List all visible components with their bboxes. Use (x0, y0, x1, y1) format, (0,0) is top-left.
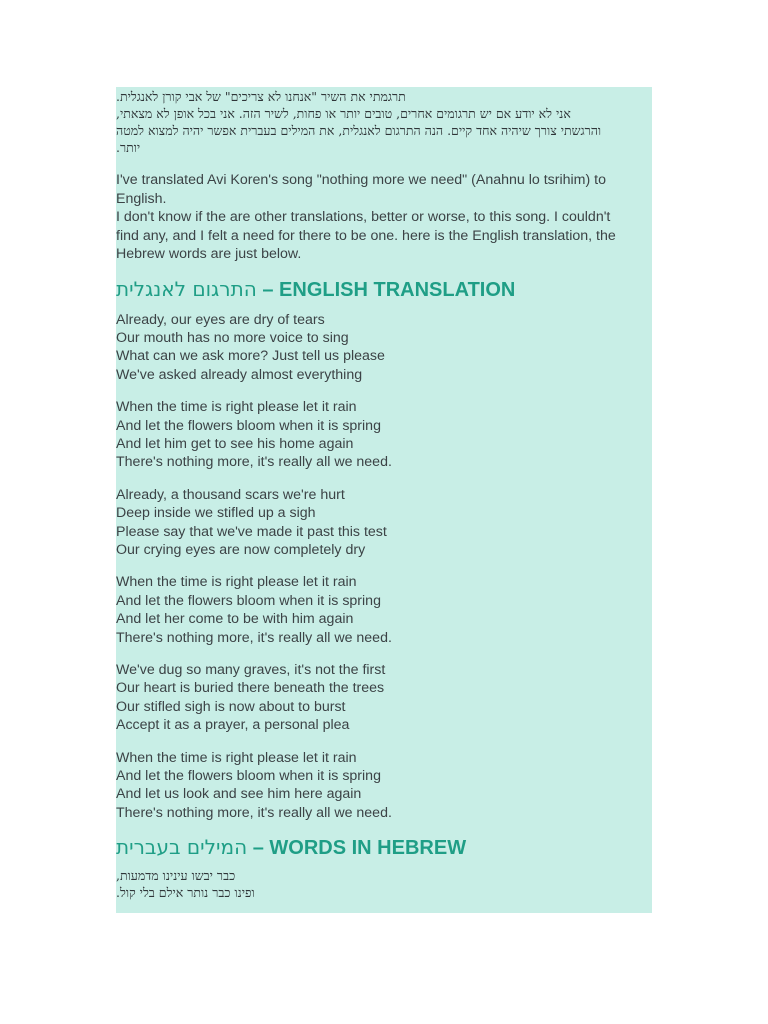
lyric-line: Accept it as a prayer, a personal plea (116, 717, 350, 734)
intro-english-line: I've translated Avi Koren's song "nothing more we need" (Anahnu lo tsrihim) to (116, 172, 606, 188)
heading-english-translation (116, 276, 652, 303)
hebrew-lyrics (116, 867, 652, 901)
heading-english-part: ENGLISH TRANSLATION (279, 278, 516, 301)
lyric-line: What can we ask more? Just tell us please (116, 348, 385, 365)
lyric-line: And let the flowers bloom when it is spring (116, 592, 381, 609)
heading-dash: – (256, 278, 280, 301)
lyric-line: Please say that we've made it past this test (116, 523, 387, 540)
intro-english-line: English. (116, 190, 167, 207)
stanza-4 (116, 573, 652, 647)
intro-english-line: I don't know if the are other translations, better or worse, to this song. I couldn't (116, 209, 611, 225)
hebrew-lyric-line: כבר יבשו עינינו מדמעות, (116, 868, 236, 884)
lyric-line: And let her come to be with him again (116, 611, 354, 628)
stanza-1 (116, 311, 652, 385)
lyric-line: Our mouth has no more voice to sing (116, 329, 349, 346)
heading-words-in-hebrew (116, 834, 652, 861)
stanza-5 (116, 661, 652, 735)
stanza-6 (116, 749, 652, 823)
intro-hebrew-line: תרגמתי את השיר "אנחנו לא צריכים" של אבי קורן לאנגלית. (116, 89, 406, 104)
stanza-3 (116, 486, 652, 560)
lyric-line: There's nothing more, it's really all we need. (116, 804, 392, 821)
lyric-line: Already, a thousand scars we're hurt (116, 486, 345, 503)
lyric-line: When the time is right please let it rain (116, 749, 357, 766)
intro-english (116, 171, 652, 264)
lyric-line: Our stifled sigh is now about to burst (116, 698, 346, 715)
lyric-line: Our crying eyes are now completely dry (116, 541, 366, 558)
heading-dash: – (247, 837, 270, 860)
lyric-line: When the time is right please let it rain (116, 574, 357, 591)
intro-hebrew-line: יותר. (116, 140, 141, 155)
hebrew-lyric-line: ופינו כבר נותר אילם בלי קול. (116, 885, 255, 901)
lyric-line: There's nothing more, it's really all we need. (116, 629, 392, 646)
lyric-line: Our heart is buried there beneath the trees (116, 680, 385, 697)
intro-english-line: find any, and I felt a need for there to be one. here is the English translation, the (116, 227, 616, 244)
intro-hebrew-line: והרגשתי צורך שיהיה אחד קיים. הנה התרגום לאנגלית, את המילים בעברית אפשר יהיה למצוא למטה (116, 123, 602, 138)
lyric-line: We've asked already almost everything (116, 366, 363, 383)
heading-hebrew-part: המילים בעברית (116, 835, 248, 860)
lyric-line: Deep inside we stifled up a sigh (116, 505, 316, 522)
heading-hebrew-part: התרגום לאנגלית (116, 276, 257, 301)
lyric-line: And let the flowers bloom when it is spring (116, 417, 381, 434)
heading-english-part: WORDS IN HEBREW (269, 837, 467, 860)
lyric-line: And let him get to see his home again (116, 435, 354, 452)
lyric-line: And let us look and see him here again (116, 786, 362, 803)
intro-english-line: Hebrew words are just below. (116, 246, 302, 262)
intro-hebrew (116, 88, 652, 156)
lyric-line: And let the flowers bloom when it is spring (116, 768, 381, 785)
stanza-2 (116, 398, 652, 472)
lyric-line: Already, our eyes are dry of tears (116, 311, 325, 328)
lyric-line: We've dug so many graves, it's not the first (116, 662, 386, 678)
document-page (116, 87, 652, 913)
lyric-line: When the time is right please let it rain (116, 399, 357, 416)
intro-hebrew-line: אני לא יודע אם יש תרגומים אחרים, טובים יותר או פחות, לשיר הזה. אני בכל אופן לא מצאתי, (116, 106, 571, 121)
lyric-line: There's nothing more, it's really all we need. (116, 454, 392, 471)
